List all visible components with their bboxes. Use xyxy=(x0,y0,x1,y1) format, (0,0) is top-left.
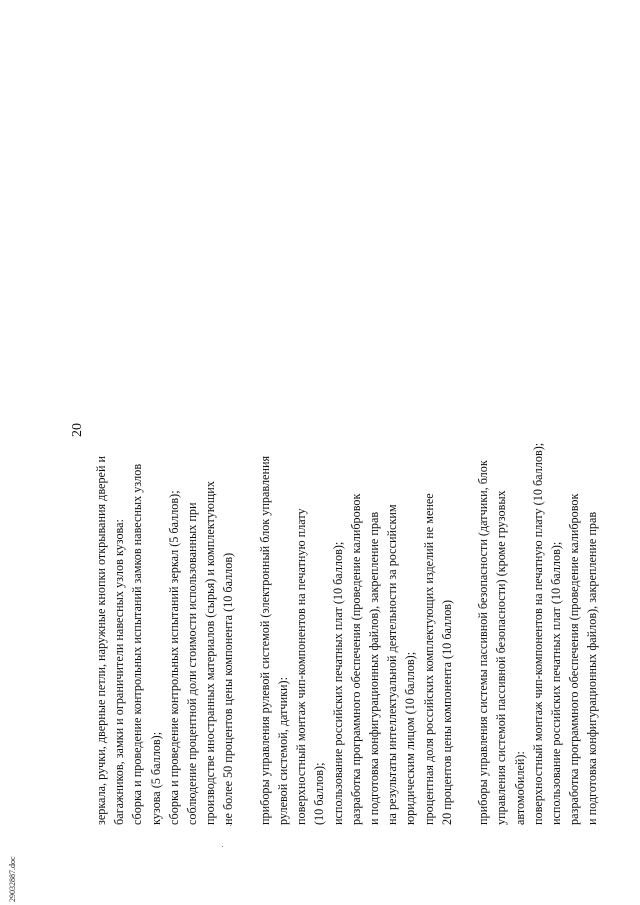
text-line: приборы управления рулевой системой (электронный блок управления xyxy=(257,455,272,825)
paragraph-gap xyxy=(456,35,474,825)
text-line: багажников, замки и ограничители навесных узлов кузова: xyxy=(112,519,127,825)
text-line: автомобилей): xyxy=(512,751,527,825)
text-line: процентная доля российских комплектующих изделий не менее xyxy=(421,493,436,825)
text-line: использование российских печатных плат (10 баллов); xyxy=(549,541,564,825)
text-line: 20 процентов цены компонента (10 баллов) xyxy=(439,599,454,825)
text-line: сборка и проведение контрольных испытаний зеркал (5 баллов); xyxy=(166,490,181,825)
text-line: поверхностный монтаж чип-компонентов на печатную плату xyxy=(294,508,309,825)
rotated-content xyxy=(70,35,600,825)
file-reference: 29032887.doc xyxy=(8,856,17,902)
scan-speck xyxy=(230,825,231,826)
paragraph xyxy=(92,35,238,825)
paragraph xyxy=(474,35,601,825)
text-line: использование российских печатных плат (10 баллов); xyxy=(330,541,345,825)
text-line: сборка и проведение контрольных испытаний замков навесных узлов xyxy=(130,463,145,825)
page-number: 20 xyxy=(70,423,85,437)
scan-speck xyxy=(222,846,223,847)
text-line: кузова (5 баллов); xyxy=(148,731,163,825)
text-line: рулевой системой, датчики): xyxy=(276,677,291,825)
text-line: (10 баллов); xyxy=(312,762,327,825)
paragraph-gap xyxy=(238,35,256,825)
text-line: разработка программного обеспечения (проведение калибровок xyxy=(567,493,582,825)
text-line: не более 50 процентов цены компонента (10 баллов) xyxy=(221,552,236,825)
text-line: зеркала, ручки, дверные петли, наружные кнопки открывания дверей и xyxy=(94,455,108,825)
text-line: приборы управления системы пассивной безопасности (датчики, блок xyxy=(476,460,491,825)
text-line: управления системой пассивной безопасности) (кроме грузовых xyxy=(494,490,509,825)
text-line: и подготовка конфигурационных файлов), закрепление прав xyxy=(585,511,600,825)
text-line: на результаты интеллектуальной деятельности за российским xyxy=(385,504,400,825)
text-line: производстве иностранных материалов (сырья) и комплектующих xyxy=(203,481,218,825)
text-line: поверхностный монтаж чип-компонентов на печатную плату (10 баллов); xyxy=(530,442,545,825)
text-line: соблюдение процентной доли стоимости использованных при xyxy=(185,502,200,825)
text-line: юридическим лицом (10 баллов); xyxy=(403,651,418,825)
text-line: и подготовка конфигурационных файлов), закрепление прав xyxy=(367,511,382,825)
paragraph xyxy=(256,35,456,825)
document-body xyxy=(92,35,602,825)
text-line: разработка программного обеспечения (проведение калибровок xyxy=(348,493,363,825)
